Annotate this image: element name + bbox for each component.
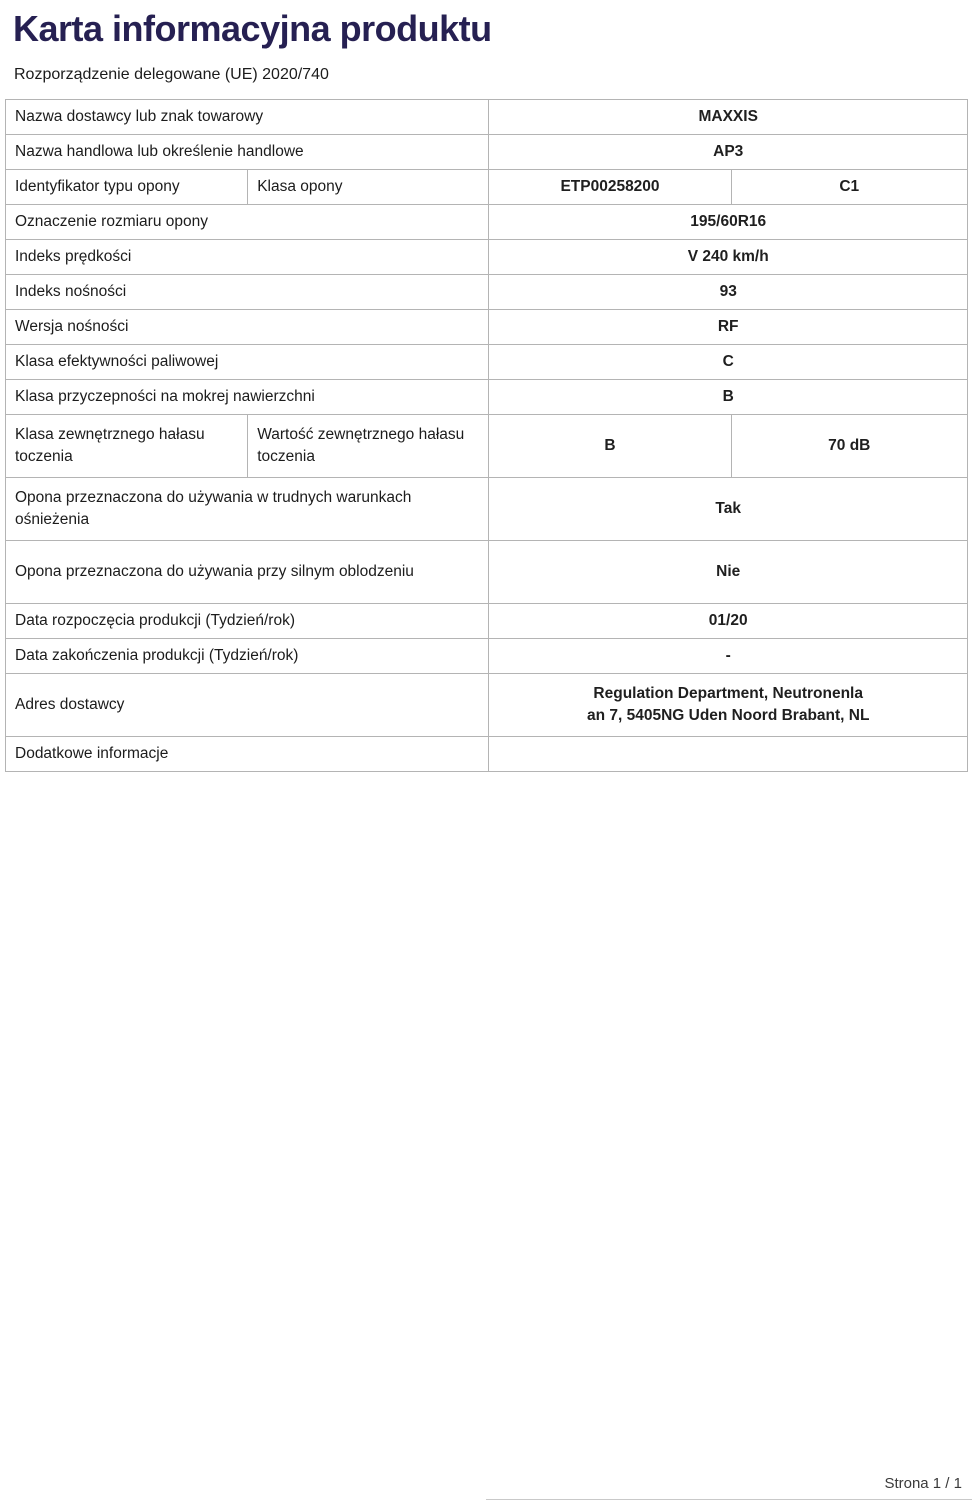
table-row-ice: [6, 540, 967, 603]
noise-class-value: B: [488, 415, 730, 477]
wet-grip-label: Klasa przyczepności na mokrej nawierzchni: [15, 388, 315, 405]
table-row-load-index: [6, 274, 967, 309]
ice-tyre-label: Opona przeznaczona do używania przy silnym oblodzeniu: [15, 563, 414, 580]
supplier-name-label: Nazwa dostawcy lub znak towarowy: [15, 108, 264, 125]
production-start-label: Data rozpoczęcia produkcji (Tydzień/rok): [15, 612, 295, 629]
supplier-address-value: [488, 674, 967, 736]
production-end-label: Data zakończenia produkcji (Tydzień/rok): [15, 647, 299, 664]
trade-name-value: AP3: [488, 135, 967, 169]
load-index-value: 93: [488, 275, 967, 309]
snow-tyre-value: Tak: [488, 478, 967, 540]
type-identifier-label: Identyfikator typu opony: [15, 178, 180, 195]
supplier-address-line-2: an 7, 5405NG Uden Noord Brabant, NL: [586, 707, 870, 724]
size-designation-value: 195/60R16: [488, 205, 967, 239]
load-version-value: RF: [488, 310, 967, 344]
table-row-production-start: [6, 603, 967, 638]
table-row-type-identifier: [6, 169, 967, 204]
fuel-efficiency-value: C: [488, 345, 967, 379]
production-start-value: 01/20: [488, 604, 967, 638]
trade-name-label: Nazwa handlowa lub określenie handlowe: [15, 143, 304, 160]
page-title: Karta informacyjna produktu: [13, 8, 492, 49]
noise-db-value: 70 dB: [731, 415, 967, 477]
supplier-name-value: MAXXIS: [488, 100, 967, 134]
noise-class-label: Klasa zewnętrznego hałasu toczenia: [15, 426, 205, 465]
speed-index-value: V 240 km/h: [488, 240, 967, 274]
regulation-subtitle: Rozporządzenie delegowane (UE) 2020/740: [14, 66, 329, 83]
table-row-snow: [6, 477, 967, 540]
product-table: [5, 99, 968, 772]
production-end-value: -: [488, 639, 967, 673]
additional-info-label: Dodatkowe informacje: [15, 745, 169, 762]
table-row-size-designation: [6, 204, 967, 239]
table-row-speed-index: [6, 239, 967, 274]
size-designation-label: Oznaczenie rozmiaru opony: [15, 213, 208, 230]
table-row-additional-info: [6, 736, 967, 771]
noise-value-label: Wartość zewnętrznego hałasu toczenia: [247, 415, 488, 477]
table-row-fuel-efficiency: [6, 344, 967, 379]
supplier-address-line-1: Regulation Department, Neutronenla: [593, 685, 863, 702]
speed-index-label: Indeks prędkości: [15, 248, 132, 265]
tyre-class-value: C1: [731, 170, 967, 204]
table-row-supplier-address: [6, 673, 967, 736]
type-identifier-value: ETP00258200: [488, 170, 730, 204]
table-row-noise: [6, 414, 967, 477]
table-row-trade-name: [6, 134, 967, 169]
supplier-address-label: Adres dostawcy: [15, 696, 125, 713]
page-number: Strona 1 / 1: [884, 1475, 962, 1492]
load-version-label: Wersja nośności: [15, 318, 129, 335]
table-row-wet-grip: [6, 379, 967, 414]
tyre-class-label: Klasa opony: [247, 170, 488, 204]
load-index-label: Indeks nośności: [15, 283, 127, 300]
wet-grip-value: B: [488, 380, 967, 414]
table-row-production-end: [6, 638, 967, 673]
table-row-supplier-name: [6, 100, 967, 134]
table-row-load-version: [6, 309, 967, 344]
fuel-efficiency-label: Klasa efektywności paliwowej: [15, 353, 219, 370]
snow-tyre-label: Opona przeznaczona do używania w trudnych warunkach ośnieżenia: [15, 489, 412, 528]
ice-tyre-value: Nie: [488, 541, 967, 603]
additional-info-value: [488, 737, 967, 771]
